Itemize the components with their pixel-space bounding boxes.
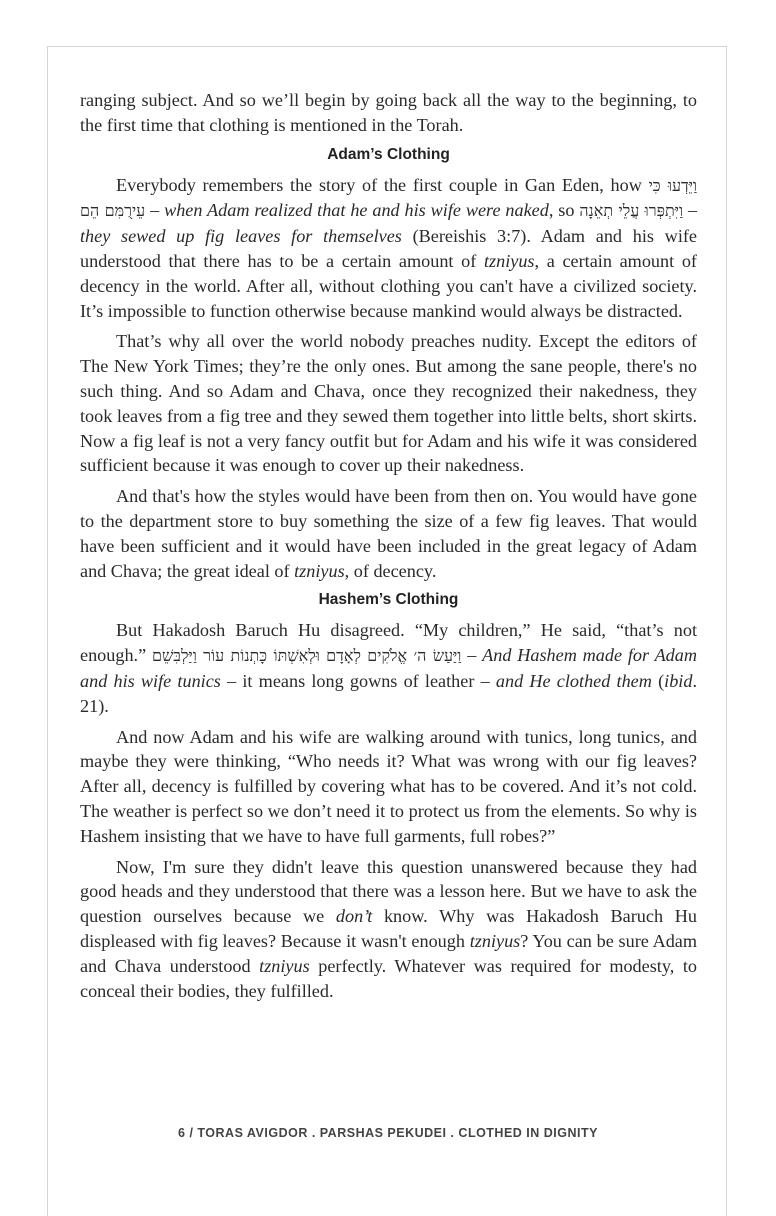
paragraph bbox=[80, 725, 697, 849]
paragraph bbox=[80, 618, 697, 718]
text-run: ranging subject. And so we’ll begin by going back all the way to the beginning, to the first time that clothing is mentioned in the Torah. bbox=[80, 90, 697, 135]
italic-text: when Adam realized that he and his wife were naked bbox=[164, 200, 549, 221]
paragraph bbox=[80, 88, 697, 138]
text-run: , of decency. bbox=[344, 560, 437, 581]
italic-text: tzniyus bbox=[294, 560, 345, 581]
italic-text: they sewed up fig leaves for themselves bbox=[80, 226, 402, 247]
italic-text: tzniyus bbox=[469, 930, 521, 951]
italic-text: tzniyus bbox=[483, 250, 535, 271]
text-run: – bbox=[145, 200, 165, 221]
text-run: And now Adam and his wife are walking around with tunics, long tunics, and maybe they were thinking, “Who needs it? What was wrong with our fig leaves? After all, decency is fulfilled by covering what has to be covered. And it’s not cold. The weather is perfect so we don’t need it to protect us from the elements. So why is Hashem insisting that we have to have full garments, full robes?” bbox=[80, 726, 697, 846]
article-body bbox=[80, 88, 697, 1009]
paragraph bbox=[80, 329, 697, 478]
text-run: – bbox=[461, 645, 483, 666]
text-run: . 21). bbox=[80, 670, 697, 716]
text-run: And that's how the styles would have been from then on. You would have gone to the department store to buy something the size of a few fig leaves. That would have been sufficient and it would have been included in the great legacy of Adam and Chava; the great ideal of bbox=[80, 486, 697, 581]
italic-text: don’t bbox=[335, 906, 373, 927]
text-run: That’s why all over the world nobody preaches nudity. Except the editors of The New York Times; they’re the only ones. But among the sane people, there's no such thing. And so Adam and Chava, once they recognized their nakedness, they took leaves from a fig tree and they sewed them together into little belts, short skirts. Now a fig leaf is not a very fancy outfit but for Adam and his wife it was considered sufficient because it was enough to cover up their nakedness. bbox=[80, 331, 697, 476]
text-run: Now, I'm sure they didn't leave this question unanswered because they had good heads and they understood that there was a lesson here. But we have to ask the question ourselves because we bbox=[80, 856, 697, 927]
section-heading: Adam’s Clothing bbox=[327, 145, 450, 163]
text-run: Everybody remembers the story of the first couple in Gan Eden, how bbox=[116, 174, 649, 195]
italic-text: tzniyus bbox=[259, 955, 310, 976]
hebrew-quote: וַיַּעַשׂ ה׳ אֱלֹקִים לְאָדָם וּלְאִשְׁתּוֹ כָּתְנוֹת עוֹר וַיַּלְבִּשֵׁם bbox=[151, 646, 462, 666]
page-footer: 6 / TORAS AVIGDOR . PARSHAS PEKUDEI . CLOTHED IN DIGNITY bbox=[178, 1126, 598, 1140]
text-run: ? You can be sure Adam and Chava understood bbox=[80, 930, 698, 976]
text-run: – it means long gowns of leather – bbox=[220, 670, 496, 691]
hebrew-quote: וַיִּתְפְּרוּ עֲלֵי תְאֵנָה bbox=[579, 201, 684, 221]
text-run: , so bbox=[548, 200, 580, 221]
paragraph bbox=[80, 173, 697, 324]
italic-text: and He clothed them bbox=[495, 670, 652, 691]
text-run: know. Why was Hakadosh Baruch Hu displeased with fig leaves? Because it wasn't enough bbox=[80, 906, 697, 951]
italic-text: ibid bbox=[664, 670, 693, 691]
text-run: ( bbox=[651, 670, 665, 691]
text-run: – bbox=[683, 200, 698, 221]
italic-text: And Hashem made for Adam and his wife tunics bbox=[80, 645, 697, 691]
paragraph bbox=[80, 484, 697, 583]
text-run: But Hakadosh Baruch Hu disagreed. “My children,” He said, “that’s not enough.” bbox=[80, 620, 697, 666]
hebrew-quote: וַיֵּדְעוּ כִּי עֵירֻמִּם הֵם bbox=[80, 175, 697, 221]
paragraph bbox=[80, 855, 697, 1004]
text-run: (Bereishis 3:7). Adam and his wife understood that there has to be a certain amount of bbox=[80, 226, 697, 271]
text-run: perfectly. Whatever was required for modesty, to conceal their bodies, they fulfilled. bbox=[80, 955, 697, 1001]
text-run: , a certain amount of decency in the world. After all, without clothing you can't have a civilized society. It’s impossible to function otherwise because mankind would always be distracted. bbox=[80, 250, 697, 321]
section-heading: Hashem’s Clothing bbox=[318, 591, 459, 609]
